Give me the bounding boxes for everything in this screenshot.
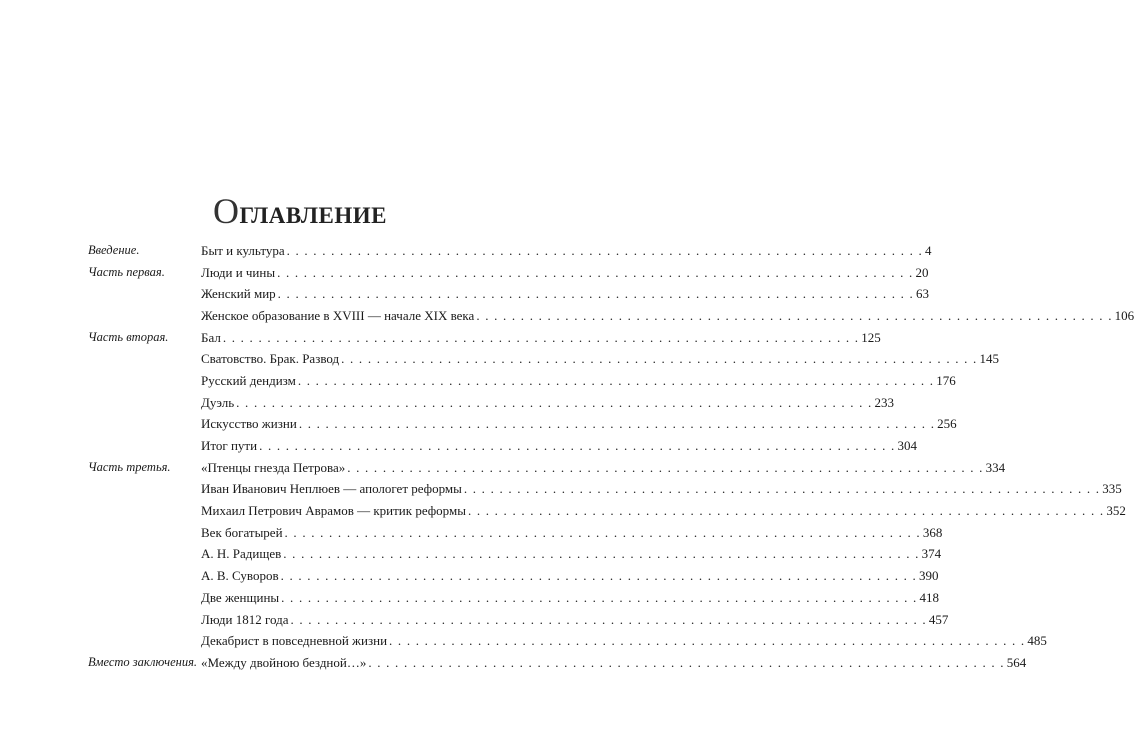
toc-entry[interactable]	[201, 438, 917, 454]
dot-leader	[368, 655, 1004, 671]
chapter-title: Быт и культура	[201, 242, 285, 258]
toc-row	[88, 500, 1126, 522]
page-number: 63	[916, 286, 930, 302]
title-rest: ГЛАВЛЕНИЕ	[239, 203, 387, 228]
toc-entry[interactable]	[201, 373, 956, 389]
toc-entry[interactable]	[201, 590, 939, 606]
toc-entry[interactable]	[201, 265, 928, 281]
dot-leader	[236, 395, 872, 411]
toc-row	[88, 370, 956, 392]
page-number: 334	[985, 459, 1006, 475]
toc-entry[interactable]	[201, 503, 1126, 519]
dot-leader	[464, 481, 1100, 497]
toc-row	[88, 327, 881, 349]
dot-leader	[277, 265, 913, 281]
chapter-title: Декабрист в повседневной жизни	[201, 633, 388, 649]
chapter-title: Михаил Петрович Аврамов — критик реформы	[201, 503, 466, 519]
dot-leader	[299, 416, 935, 432]
toc-entry[interactable]	[201, 460, 1005, 476]
part-label: Вместо заключения.	[88, 655, 198, 670]
chapter-title: А. Н. Радищев	[201, 546, 282, 562]
toc-row	[88, 479, 1122, 501]
chapter-title: «Птенцы гнезда Петрова»	[201, 459, 346, 475]
dot-leader	[468, 503, 1104, 519]
page-number: 4	[924, 242, 932, 258]
toc-row	[88, 609, 949, 631]
toc-row	[88, 348, 999, 370]
page-title	[0, 190, 600, 232]
dot-leader	[223, 330, 859, 346]
toc-row	[88, 262, 929, 284]
page-number: 106	[1114, 307, 1134, 323]
page-number: 352	[1106, 503, 1126, 519]
toc-entry[interactable]	[201, 286, 929, 302]
page-number: 145	[979, 351, 999, 367]
chapter-title: Век богатырей	[201, 524, 283, 540]
chapter-title: Женское образование в XVIII — начале XIX века	[201, 307, 475, 323]
toc-entry[interactable]	[201, 568, 938, 584]
title-initial: О	[213, 191, 240, 231]
dot-leader	[281, 568, 917, 584]
page-number: 418	[919, 589, 940, 605]
chapter-title: Дуэль	[201, 394, 235, 410]
dot-leader	[287, 243, 923, 259]
page-number: 304	[897, 438, 917, 454]
page-number: 125	[861, 329, 881, 345]
chapter-title: «Между двойною бездной…»	[201, 654, 367, 670]
toc-entry[interactable]	[201, 308, 1134, 324]
page-number: 176	[936, 372, 956, 388]
toc-row	[88, 652, 1027, 674]
chapter-title: А. В. Суворов	[201, 568, 279, 584]
page-number: 564	[1006, 654, 1027, 670]
part-label: Часть первая.	[88, 265, 165, 280]
page-number: 233	[874, 394, 894, 410]
chapter-title: Люди 1812 года	[201, 611, 289, 627]
dot-leader	[285, 525, 921, 541]
dot-leader	[476, 308, 1112, 324]
page-number: 368	[922, 524, 943, 540]
toc-entry[interactable]	[201, 481, 1122, 497]
chapter-title: Женский мир	[201, 286, 276, 302]
part-label: Часть третья.	[88, 460, 171, 475]
toc-row	[88, 305, 1134, 327]
part-label: Часть вторая.	[88, 330, 169, 345]
chapter-title: Итог пути	[201, 438, 258, 454]
dot-leader	[278, 286, 914, 302]
toc-row	[88, 544, 942, 566]
toc-entry[interactable]	[201, 546, 941, 562]
chapter-title: Искусство жизни	[201, 416, 297, 432]
chapter-title: Русский дендизм	[201, 372, 296, 388]
toc-row	[88, 587, 940, 609]
page-number: 20	[915, 264, 929, 280]
toc-entry[interactable]	[201, 525, 942, 541]
toc-row	[88, 414, 957, 436]
dot-leader	[259, 438, 895, 454]
chapter-title: Сватовство. Брак. Развод	[201, 351, 340, 367]
toc-entry[interactable]	[201, 351, 999, 367]
dot-leader	[281, 590, 917, 606]
toc-row	[88, 392, 894, 414]
toc-row	[88, 630, 1047, 652]
page-number: 485	[1027, 633, 1047, 649]
toc-row	[88, 240, 932, 262]
toc-entry[interactable]	[201, 633, 1047, 649]
chapter-title: Люди и чины	[201, 264, 276, 280]
dot-leader	[283, 546, 919, 562]
page-number: 390	[918, 568, 939, 584]
toc-row	[88, 283, 930, 305]
toc-entry[interactable]	[201, 243, 931, 259]
toc-entry[interactable]	[201, 416, 957, 432]
chapter-title: Бал	[201, 329, 221, 345]
toc-entry[interactable]	[201, 395, 894, 411]
toc-row	[88, 522, 943, 544]
toc-entry[interactable]	[201, 612, 948, 628]
page-number: 335	[1102, 481, 1122, 497]
table-of-contents	[88, 240, 1134, 674]
dot-leader	[347, 460, 983, 476]
toc-row	[88, 435, 917, 457]
dot-leader	[290, 612, 926, 628]
page-number: 457	[928, 611, 949, 627]
toc-entry[interactable]	[201, 655, 1026, 671]
chapter-title: Иван Иванович Неплюев — апологет реформы	[201, 481, 462, 497]
chapter-title: Две женщины	[201, 589, 280, 605]
dot-leader	[341, 351, 977, 367]
dot-leader	[298, 373, 934, 389]
dot-leader	[389, 633, 1025, 649]
page-number: 256	[937, 416, 957, 432]
part-label: Введение.	[88, 243, 140, 258]
toc-entry[interactable]	[201, 330, 881, 346]
page-number: 374	[921, 546, 942, 562]
toc-row	[88, 565, 939, 587]
toc-row	[88, 457, 1006, 479]
